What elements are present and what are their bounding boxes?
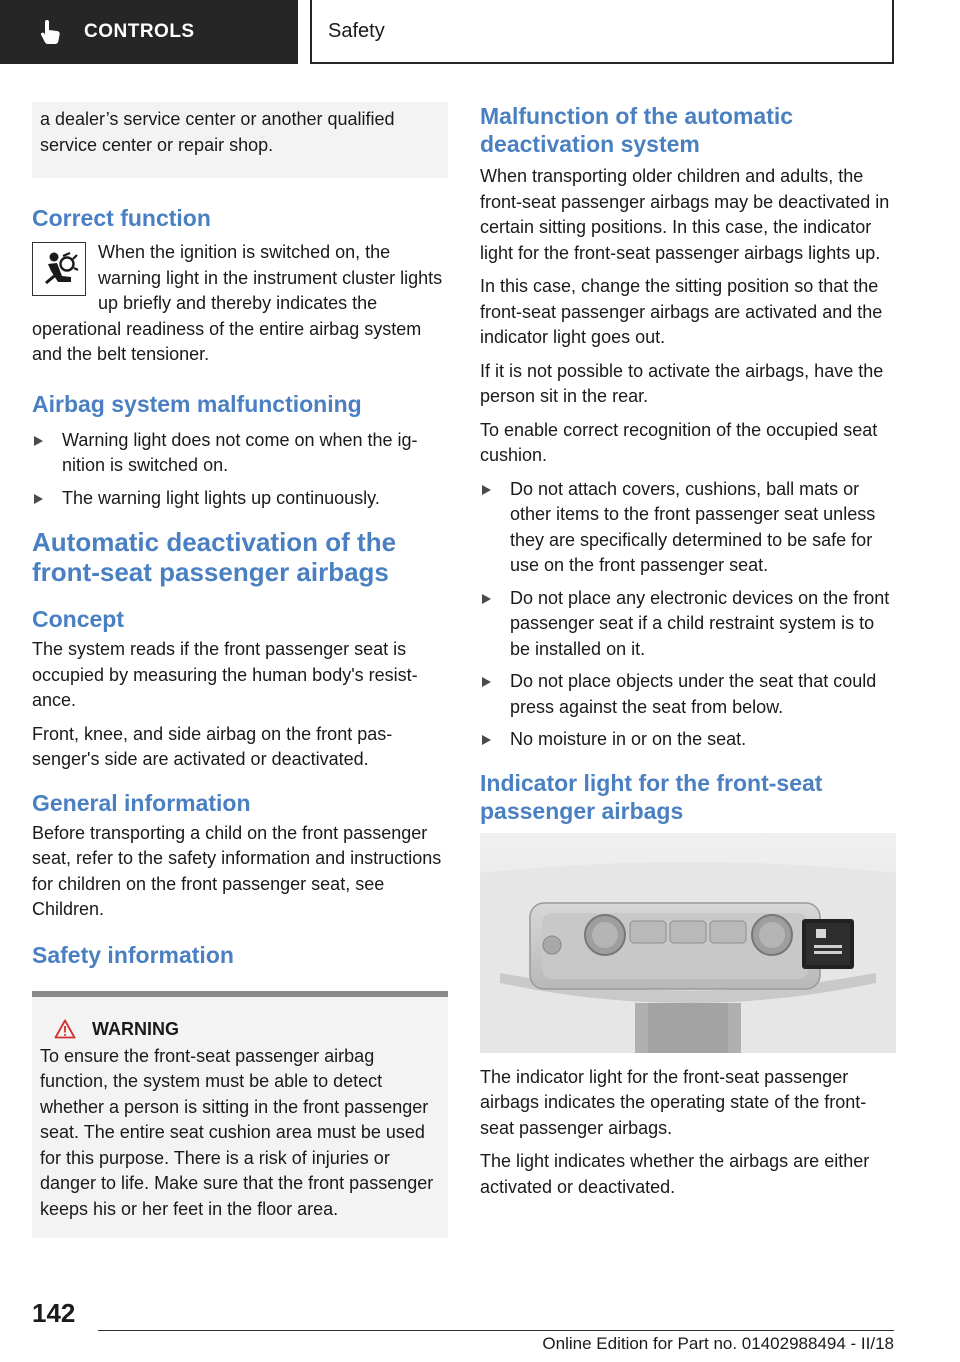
bullet-triangle-icon — [482, 677, 491, 687]
auto-deactivation-heading: Automatic deactivation of the front-seat passenger airbags — [32, 527, 397, 587]
bullet-triangle-icon — [482, 735, 491, 745]
general-info-text: Before transporting a child on the front passenger seat, refer to the safety information and instructions for children on the front passenger seat, see Children. — [32, 822, 442, 919]
edition-text: Online Edition for Part no. 01402988494 - II/18 — [542, 1334, 894, 1353]
list-item: Do not place objects under the seat that could press against the seat from below. — [480, 669, 896, 720]
chapter-tab-label: CONTROLS — [84, 21, 195, 42]
bullet-triangle-icon — [34, 494, 43, 504]
section-label: Safety — [328, 19, 385, 42]
malfunction-list — [32, 428, 448, 512]
malfunction-auto-text-3: If it is not possible to activate the airbags, have the person sit in the rear. — [480, 360, 884, 406]
concept-heading: Concept — [32, 606, 124, 632]
intro-text: a dealer’s service center or another qualified service center or repair shop. — [40, 109, 395, 155]
warning-title — [54, 1019, 440, 1040]
warning-label: WARNING — [92, 1018, 179, 1039]
malfunction-auto-text-1: When transporting older children and adults, the front-seat passenger airbags may be deactivated in certain sitting positions. In this case, the indicator light for the front-seat passenger airbags lights up. — [480, 166, 890, 263]
warning-box — [32, 991, 448, 1239]
footer-divider — [98, 1330, 894, 1331]
airbag-warning-icon — [32, 242, 86, 296]
chapter-tab[interactable] — [0, 0, 298, 64]
malfunction-auto-heading: Malfunction of the automatic deactivation system — [480, 103, 794, 157]
concept-text-1: The system reads if the front passenger seat is occupied by measuring the human body's resistance. — [32, 639, 418, 710]
safety-info-heading: Safety information — [32, 941, 234, 968]
bullet-triangle-icon — [34, 436, 43, 446]
hand-pointer-icon — [40, 19, 62, 45]
malfunction-auto-text-2: In this case, change the sitting position so that the front-seat passenger airbags are activated and the indicator light goes out. — [480, 276, 883, 347]
right-column — [480, 102, 896, 1208]
left-column — [32, 102, 448, 1238]
intro-box — [32, 102, 448, 178]
correct-function-block — [32, 240, 448, 368]
warning-text: To ensure the front-seat passenger airbag function, the system must be able to detect whether a person is sitting in the front passenger seat. The entire seat cushion area must be used for this purpose. There is a risk of injuries or danger to life. Make sure that the front passenger keeps his or her feet in the floor area. — [40, 1045, 434, 1219]
concept-text-2: Front, knee, and side airbag on the front passenger's side are activated or deactivated. — [32, 723, 393, 769]
list-item: Do not place any electronic devices on the front passenger seat if a child restraint system is to be installed on it. — [480, 586, 896, 663]
list-item: Warning light does not come on when the ignition is switched on. — [32, 428, 448, 479]
correct-function-text: When the ignition is switched on, the warning light in the instrument cluster lights up briefly and thereby indicates the operational readiness of the entire airbag system and the belt tensioner. — [32, 242, 443, 364]
general-info-heading: General information — [32, 789, 251, 816]
indicator-text-2: The light indicates whether the airbags are either activated or deactivated. — [480, 1151, 870, 1197]
page-number: 142 — [32, 1298, 76, 1328]
section-header — [310, 0, 894, 64]
list-item: Do not attach covers, cushions, ball mats or other items to the front passenger seat unless they are specifically determined to be safe for use on the front passenger seat. — [480, 477, 896, 579]
list-item: The warning light lights up continuously. — [32, 486, 448, 512]
bullet-triangle-icon — [482, 485, 491, 495]
indicator-text-1: The indicator light for the front-seat passenger airbags indicates the operating state of the front-seat passenger airbags. — [480, 1066, 867, 1138]
malfunction-auto-text-4: To enable correct recognition of the occupied seat cushion. — [480, 419, 878, 465]
seat-recognition-list — [480, 477, 896, 753]
indicator-light-photo — [480, 833, 896, 1053]
bullet-triangle-icon — [482, 594, 491, 604]
indicator-heading: Indicator light for the front-seat passenger airbags — [480, 769, 823, 824]
list-item: No moisture in or on the seat. — [480, 727, 896, 753]
warning-triangle-icon — [54, 1019, 76, 1039]
malfunction-heading: Airbag system malfunctioning — [32, 390, 362, 417]
correct-function-heading: Correct function — [32, 205, 211, 231]
